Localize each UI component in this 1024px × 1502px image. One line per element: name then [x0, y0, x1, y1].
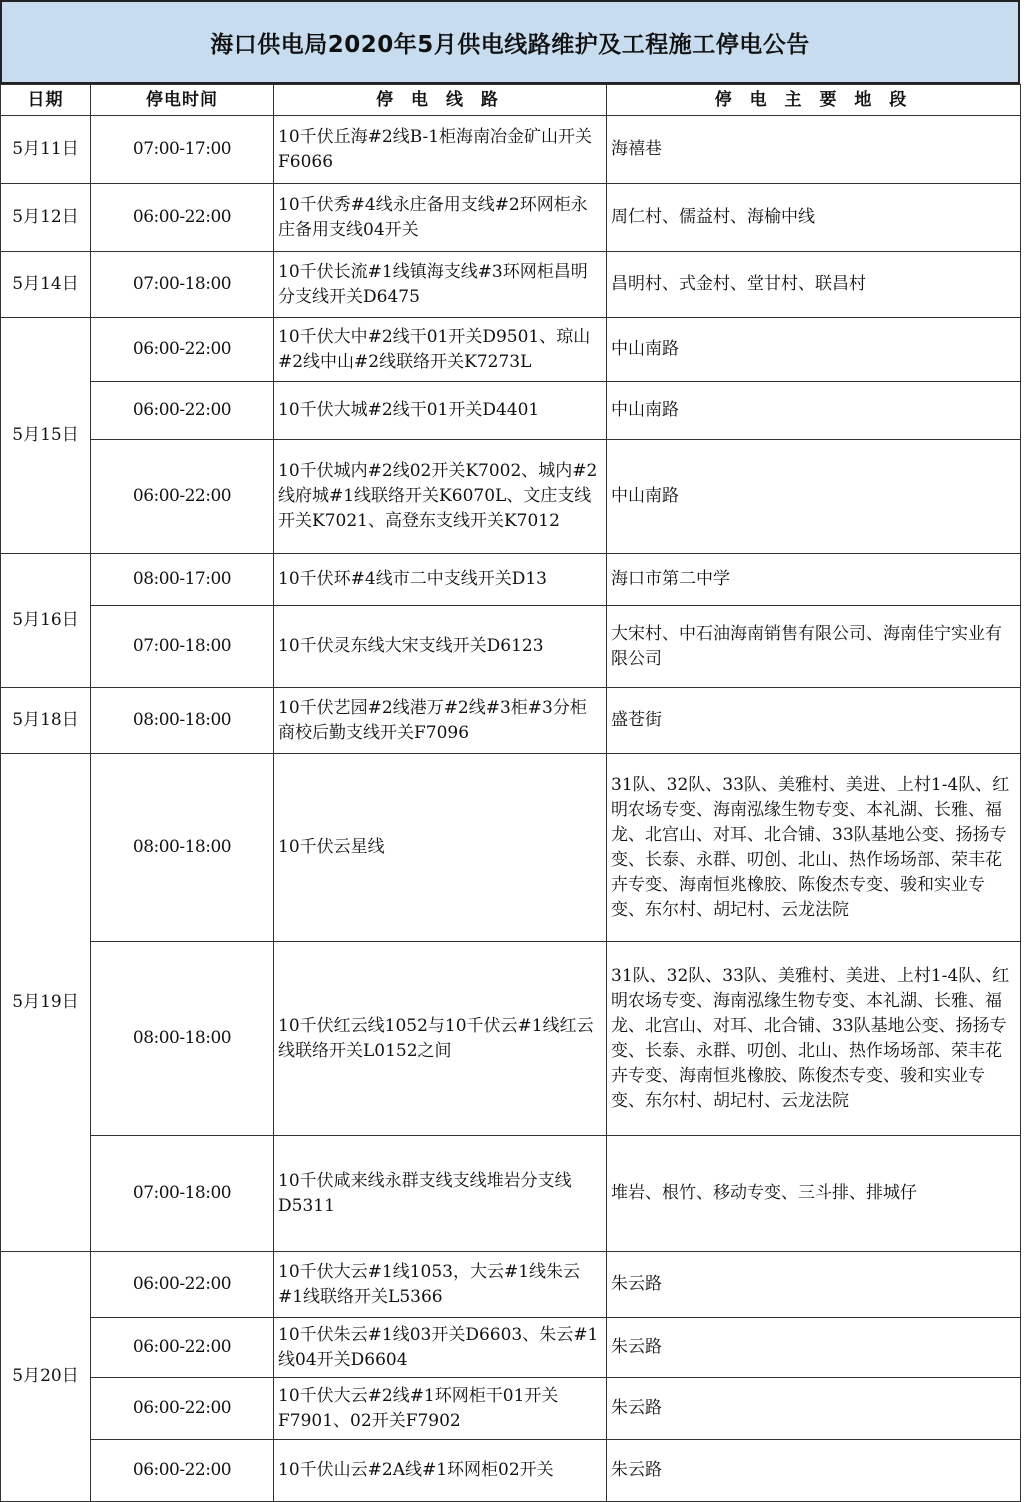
time-cell: 06:00-22:00	[91, 318, 274, 382]
table-row	[1, 606, 1021, 688]
area-cell: 中山南路	[607, 318, 1021, 382]
area-cell: 海禧巷	[607, 116, 1021, 184]
table-row	[1, 252, 1021, 318]
line-cell: 10千伏大城#2线干01开关D4401	[274, 382, 607, 440]
time-cell: 06:00-22:00	[91, 184, 274, 252]
table-row	[1, 318, 1021, 382]
header-line: 停 电 线 路	[274, 85, 607, 116]
date-cell: 5月16日	[1, 554, 91, 688]
table-row	[1, 440, 1021, 554]
date-cell: 5月15日	[1, 318, 91, 554]
table-row	[1, 1252, 1021, 1318]
time-cell: 07:00-18:00	[91, 606, 274, 688]
table-body	[1, 116, 1021, 1502]
time-cell: 08:00-17:00	[91, 554, 274, 606]
table-header-row	[1, 85, 1021, 116]
table-row	[1, 754, 1021, 942]
outage-table	[0, 84, 1021, 1502]
line-cell: 10千伏红云线1052与10千伏云#1线红云线联络开关L0152之间	[274, 942, 607, 1136]
area-cell: 朱云路	[607, 1378, 1021, 1440]
area-cell: 大宋村、中石油海南销售有限公司、海南佳宁实业有限公司	[607, 606, 1021, 688]
table-row	[1, 554, 1021, 606]
table-row	[1, 382, 1021, 440]
area-cell: 朱云路	[607, 1440, 1021, 1502]
time-cell: 07:00-18:00	[91, 252, 274, 318]
time-cell: 07:00-17:00	[91, 116, 274, 184]
line-cell: 10千伏城内#2线02开关K7002、城内#2线府城#1线联络开关K6070L、文庄支线开关K7021、高登东支线开关K7012	[274, 440, 607, 554]
time-cell: 06:00-22:00	[91, 1318, 274, 1378]
area-cell: 盛苍街	[607, 688, 1021, 754]
line-cell: 10千伏朱云#1线03开关D6603、朱云#1线04开关D6604	[274, 1318, 607, 1378]
time-cell: 07:00-18:00	[91, 1136, 274, 1252]
area-cell: 堆岩、根竹、移动专变、三斗排、排城仔	[607, 1136, 1021, 1252]
line-cell: 10千伏艺园#2线港万#2线#3柜#3分柜商校后勤支线开关F7096	[274, 688, 607, 754]
header-area: 停 电 主 要 地 段	[607, 85, 1021, 116]
time-cell: 06:00-22:00	[91, 1252, 274, 1318]
time-cell: 06:00-22:00	[91, 1378, 274, 1440]
header-date: 日期	[1, 85, 91, 116]
line-cell: 10千伏云星线	[274, 754, 607, 942]
area-cell: 中山南路	[607, 440, 1021, 554]
time-cell: 08:00-18:00	[91, 754, 274, 942]
line-cell: 10千伏大云#1线1053，大云#1线朱云#1线联络开关L5366	[274, 1252, 607, 1318]
table-row	[1, 1440, 1021, 1502]
date-cell: 5月20日	[1, 1252, 91, 1502]
line-cell: 10千伏大中#2线干01开关D9501、琼山#2线中山#2线联络开关K7273L	[274, 318, 607, 382]
time-cell: 08:00-18:00	[91, 688, 274, 754]
line-cell: 10千伏环#4线市二中支线开关D13	[274, 554, 607, 606]
area-cell: 中山南路	[607, 382, 1021, 440]
table-row	[1, 942, 1021, 1136]
area-cell: 周仁村、儒益村、海榆中线	[607, 184, 1021, 252]
time-cell: 06:00-22:00	[91, 440, 274, 554]
table-row	[1, 116, 1021, 184]
area-cell: 朱云路	[607, 1252, 1021, 1318]
table-row	[1, 1136, 1021, 1252]
area-cell: 31队、32队、33队、美雅村、美进、上村1-4队、红明农场专变、海南泓缘生物专变、本礼湖、长雅、福龙、北宫山、对耳、北合铺、33队基地公变、扬扬专变、长泰、永群、叨创、北山、热作场场部、荣丰花卉专变、海南恒兆橡胶、陈俊杰专变、骏和实业专变、东尔村、胡圮村、云龙法院	[607, 754, 1021, 942]
line-cell: 10千伏山云#2A线#1环网柜02开关	[274, 1440, 607, 1502]
area-cell: 昌明村、式金村、堂甘村、联昌村	[607, 252, 1021, 318]
line-cell: 10千伏大云#2线#1环网柜干01开关F7901、02开关F7902	[274, 1378, 607, 1440]
table-row	[1, 184, 1021, 252]
page-title: 海口供电局2020年5月供电线路维护及工程施工停电公告	[0, 0, 1020, 84]
table-row	[1, 688, 1021, 754]
line-cell: 10千伏长流#1线镇海支线#3环网柜昌明分支线开关D6475	[274, 252, 607, 318]
date-cell: 5月11日	[1, 116, 91, 184]
table-row	[1, 1378, 1021, 1440]
area-cell: 朱云路	[607, 1318, 1021, 1378]
time-cell: 06:00-22:00	[91, 382, 274, 440]
time-cell: 06:00-22:00	[91, 1440, 274, 1502]
date-cell: 5月12日	[1, 184, 91, 252]
time-cell: 08:00-18:00	[91, 942, 274, 1136]
date-cell: 5月18日	[1, 688, 91, 754]
area-cell: 31队、32队、33队、美雅村、美进、上村1-4队、红明农场专变、海南泓缘生物专变、本礼湖、长雅、福龙、北宫山、对耳、北合铺、33队基地公变、扬扬专变、长泰、永群、叨创、北山、热作场场部、荣丰花卉专变、海南恒兆橡胶、陈俊杰专变、骏和实业专变、东尔村、胡圮村、云龙法院	[607, 942, 1021, 1136]
date-cell: 5月14日	[1, 252, 91, 318]
line-cell: 10千伏灵东线大宋支线开关D6123	[274, 606, 607, 688]
table-row	[1, 1318, 1021, 1378]
line-cell: 10千伏丘海#2线B-1柜海南冶金矿山开关F6066	[274, 116, 607, 184]
header-time: 停电时间	[91, 85, 274, 116]
date-cell: 5月19日	[1, 754, 91, 1252]
line-cell: 10千伏秀#4线永庄备用支线#2环网柜永庄备用支线04开关	[274, 184, 607, 252]
line-cell: 10千伏咸来线永群支线支线堆岩分支线D5311	[274, 1136, 607, 1252]
area-cell: 海口市第二中学	[607, 554, 1021, 606]
